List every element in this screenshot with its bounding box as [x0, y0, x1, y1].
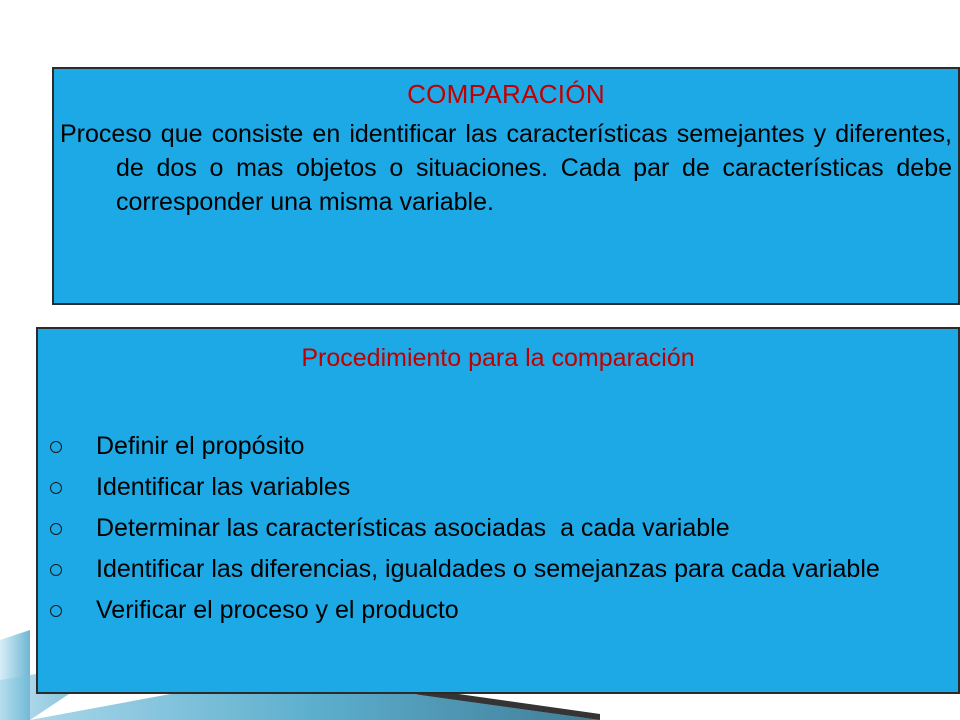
procedure-step-text: Determinar las características asociadas a cada variable — [96, 514, 730, 542]
procedure-step — [38, 431, 950, 461]
procedure-title: Procedimiento para la comparación — [301, 344, 695, 372]
procedure-box — [36, 327, 960, 694]
procedure-step-text: Identificar las diferencias, igualdades o semejanzas para cada variable — [96, 555, 880, 583]
definition-text: Proceso que consiste en identificar las características semejantes y diferentes, de dos o mas objetos o situaciones. Cada par de características debe corresponder una misma variable. — [60, 120, 952, 216]
circle-bullet-icon — [50, 564, 62, 576]
procedure-step — [38, 595, 950, 625]
definition-box — [52, 67, 960, 305]
procedure-steps-list — [38, 431, 950, 625]
procedure-step-text: Identificar las variables — [96, 473, 351, 501]
procedure-step-text: Verificar el proceso y el producto — [96, 596, 459, 624]
procedure-step — [38, 472, 950, 502]
circle-bullet-icon — [50, 523, 62, 535]
definition-title: COMPARACIÓN — [407, 79, 605, 109]
procedure-step — [38, 513, 950, 543]
circle-bullet-icon — [50, 482, 62, 494]
procedure-step-text: Definir el propósito — [96, 432, 305, 460]
circle-bullet-icon — [50, 605, 62, 617]
procedure-step — [38, 554, 950, 584]
circle-bullet-icon — [50, 441, 62, 453]
